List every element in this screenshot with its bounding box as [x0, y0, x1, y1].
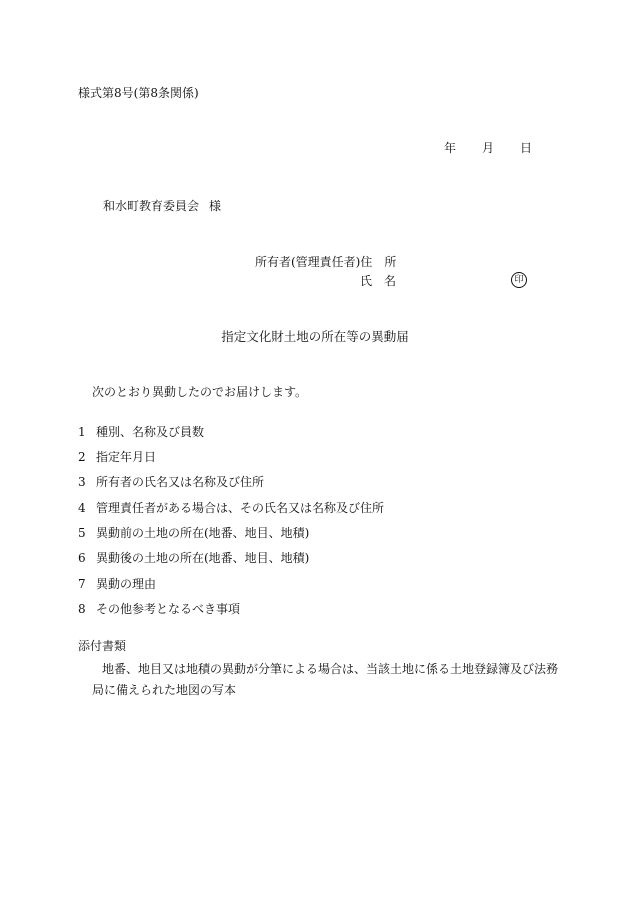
list-item [78, 426, 204, 438]
list-item [78, 451, 156, 463]
owner-address-label: 所有者(管理責任者)住 所 [255, 255, 397, 269]
list-item [78, 476, 264, 488]
item-text: 種別、名称及び員数 [96, 425, 205, 439]
date-month-label: 月 [482, 141, 495, 155]
item-text: 異動後の土地の所在(地番、地目、地積) [96, 551, 310, 565]
addressee-name: 和水町教育委員会 [103, 199, 200, 213]
item-number: 7 [78, 577, 86, 591]
item-number: 6 [78, 551, 86, 565]
addressee [103, 200, 221, 212]
date-year-label: 年 [444, 141, 457, 155]
item-text: その他参考となるべき事項 [96, 602, 241, 616]
list-item [78, 527, 309, 539]
attachments-text-line-1: 地番、地目又は地積の異動が分筆による場合は、当該土地に係る土地登録簿及び法務 [102, 662, 559, 676]
list-item [78, 578, 156, 590]
list-item [78, 552, 309, 564]
item-number: 4 [78, 501, 86, 515]
document-title: 指定文化財土地の所在等の異動届 [221, 329, 409, 344]
seal-icon: 印 [511, 272, 527, 288]
attachments-heading: 添付書類 [78, 639, 127, 653]
owner-name-label: 氏 名 [360, 274, 397, 288]
list-item [78, 502, 384, 514]
item-number: 8 [78, 602, 86, 616]
date-day-label: 日 [520, 141, 533, 155]
item-text: 所有者の氏名又は名称及び住所 [96, 475, 265, 489]
item-number: 2 [78, 450, 86, 464]
item-text: 異動の理由 [96, 577, 157, 591]
attachments-text-line-2: 局に備えられた地図の写本 [92, 683, 237, 697]
item-number: 5 [78, 526, 86, 540]
form-number: 様式第8号(第8条関係) [78, 86, 199, 100]
intro-text: 次のとおり異動したのでお届けします。 [92, 385, 308, 399]
list-item [78, 603, 240, 615]
item-text: 指定年月日 [96, 450, 157, 464]
item-number: 3 [78, 475, 86, 489]
item-text: 異動前の土地の所在(地番、地目、地積) [96, 526, 310, 540]
item-text: 管理責任者がある場合は、その氏名又は名称及び住所 [96, 501, 385, 515]
item-number: 1 [78, 425, 86, 439]
date-line [444, 142, 532, 154]
addressee-suffix: 様 [209, 199, 222, 213]
